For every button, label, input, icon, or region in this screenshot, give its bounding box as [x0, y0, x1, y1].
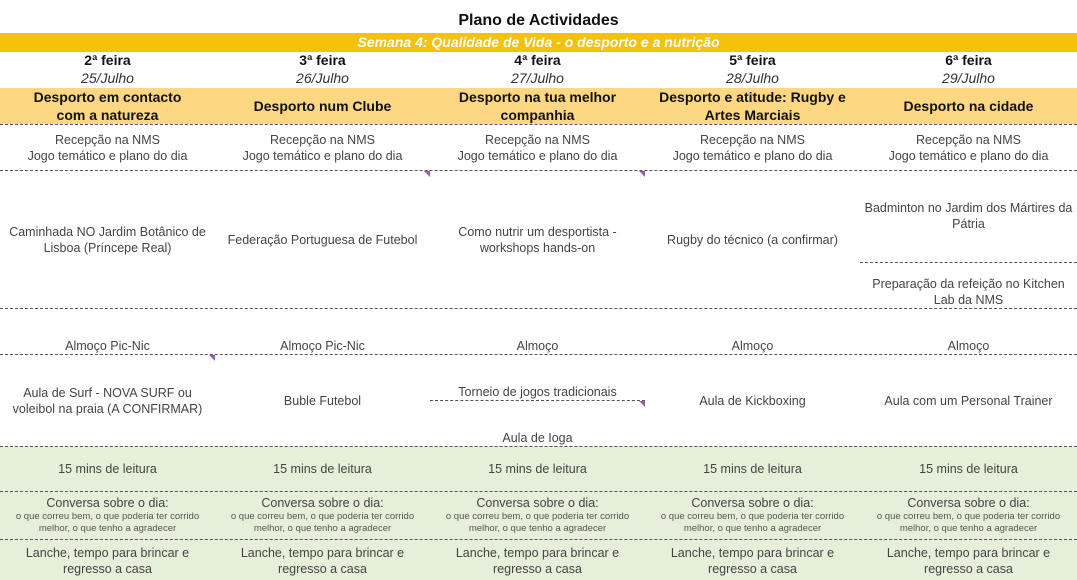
- comment-marker-icon[interactable]: [209, 355, 215, 361]
- reception-cell: [430, 126, 645, 170]
- reading-cell: 15 mins de leitura: [273, 462, 372, 476]
- row-divider: [0, 354, 1077, 355]
- talk-title: Conversa sobre o dia:: [691, 496, 814, 510]
- reception-cell: [215, 126, 430, 170]
- comment-marker-icon[interactable]: [639, 401, 645, 407]
- talk-subtitle: o que correu bem, o que poderia ter corrido melhor, o que tenho a agradecer: [230, 511, 415, 534]
- row-divider: [0, 446, 1077, 447]
- reception-line: Recepção na NMS: [270, 133, 375, 147]
- reception-line: Recepção na NMS: [700, 133, 805, 147]
- reception-cell: [645, 126, 860, 170]
- row-divider: [0, 124, 1077, 125]
- talk-title: Conversa sobre o dia:: [907, 496, 1030, 510]
- afternoon-activity: Aula com um Personal Trainer: [884, 394, 1053, 408]
- theme-game-line: Jogo temático e plano do dia: [888, 149, 1049, 163]
- day-theme: Desporto e atitude: Rugby e Artes Marciais: [659, 89, 846, 123]
- talk-subtitle: o que correu bem, o que poderia ter corrido melhor, o que tenho a agradecer: [876, 511, 1061, 534]
- talk-title: Conversa sobre o dia:: [46, 496, 169, 510]
- day-column-monday: [0, 0, 215, 580]
- theme-game-line: Jogo temático e plano do dia: [27, 149, 188, 163]
- row-divider: [0, 539, 1077, 540]
- talk-cell: [645, 494, 860, 536]
- reading-cell: 15 mins de leitura: [488, 462, 587, 476]
- reading-cell: 15 mins de leitura: [58, 462, 157, 476]
- day-name: 3ª feira: [299, 52, 346, 68]
- reception-cell: [860, 126, 1077, 170]
- day-date: 25/Julho: [81, 70, 134, 86]
- morning-activity: Rugby do técnico (a confirmar): [667, 233, 838, 247]
- afternoon-activity: Aula de Surf - NOVA SURF ou voleibol na praia (A CONFIRMAR): [12, 386, 203, 416]
- talk-cell: [430, 494, 645, 536]
- talk-cell: [860, 494, 1077, 536]
- reading-cell: 15 mins de leitura: [919, 462, 1018, 476]
- talk-title: Conversa sobre o dia:: [476, 496, 599, 510]
- week-banner: Semana 4: Qualidade de Vida - o desporto e a nutrição: [0, 33, 1077, 52]
- reception-cell: [0, 126, 215, 170]
- day-column-friday: [860, 0, 1077, 580]
- talk-title: Conversa sobre o dia:: [261, 496, 384, 510]
- day-date: 26/Julho: [296, 70, 349, 86]
- reception-line: Recepção na NMS: [916, 133, 1021, 147]
- afternoon-activity: Torneio de jogos tradicionais: [458, 385, 617, 399]
- lunch-cell: Almoço: [947, 339, 990, 353]
- row-divider: [0, 308, 1077, 309]
- day-name: 2ª feira: [84, 52, 131, 68]
- lunch-cell: Almoço Pic-Nic: [65, 339, 150, 353]
- talk-subtitle: o que correu bem, o que poderia ter corrido melhor, o que tenho a agradecer: [445, 511, 630, 534]
- reading-cell: 15 mins de leitura: [703, 462, 802, 476]
- theme-game-line: Jogo temático e plano do dia: [457, 149, 618, 163]
- reception-line: Recepção na NMS: [485, 133, 590, 147]
- talk-subtitle: o que correu bem, o que poderia ter corrido melhor, o que tenho a agradecer: [660, 511, 845, 534]
- page-title: Plano de Actividades: [458, 12, 619, 29]
- lunch-cell: Almoço: [516, 339, 559, 353]
- day-theme: Desporto em contacto com a natureza: [33, 89, 182, 123]
- snack-cell: Lanche, tempo para brincar e regresso a casa: [25, 546, 190, 576]
- morning-activity: Badminton no Jardim dos Mártires da Pátria: [864, 201, 1073, 231]
- day-theme: Desporto na cidade: [903, 98, 1034, 114]
- day-name: 5ª feira: [729, 52, 776, 68]
- talk-subtitle: o que correu bem, o que poderia ter corrido melhor, o que tenho a agradecer: [15, 511, 200, 534]
- snack-cell: Lanche, tempo para brincar e regresso a casa: [670, 546, 835, 576]
- row-divider: [860, 262, 1077, 263]
- row-divider: [0, 170, 1077, 171]
- row-divider: [430, 400, 645, 401]
- day-column-wednesday: [430, 0, 645, 580]
- day-column-tuesday: [215, 0, 430, 580]
- day-date: 27/Julho: [511, 70, 564, 86]
- day-column-thursday: [645, 0, 860, 580]
- morning-activity: Como nutrir um desportista - workshops hands-on: [458, 225, 617, 255]
- snack-cell: Lanche, tempo para brincar e regresso a casa: [455, 546, 620, 576]
- talk-cell: [215, 494, 430, 536]
- morning-activity-2: Preparação da refeição no Kitchen Lab da NMS: [872, 277, 1065, 307]
- day-theme: Desporto na tua melhor companhia: [458, 89, 617, 123]
- day-theme: Desporto num Clube: [253, 98, 392, 114]
- afternoon-activity: Buble Futebol: [283, 394, 362, 408]
- theme-game-line: Jogo temático e plano do dia: [242, 149, 403, 163]
- morning-activity: Federação Portuguesa de Futebol: [227, 233, 418, 247]
- afternoon-activity: Aula de Kickboxing: [699, 394, 806, 408]
- lunch-cell: Almoço Pic-Nic: [280, 339, 365, 353]
- talk-cell: [0, 494, 215, 536]
- comment-marker-icon[interactable]: [639, 171, 645, 177]
- morning-activity: Caminhada NO Jardim Botânico de Lisboa (Príncepe Real): [9, 225, 206, 255]
- theme-game-line: Jogo temático e plano do dia: [672, 149, 833, 163]
- reception-line: Recepção na NMS: [55, 133, 160, 147]
- afternoon-activity-2: Aula de Ioga: [502, 431, 573, 445]
- snack-cell: Lanche, tempo para brincar e regresso a casa: [240, 546, 405, 576]
- snack-cell: Lanche, tempo para brincar e regresso a casa: [886, 546, 1051, 576]
- day-name: 4ª feira: [514, 52, 561, 68]
- day-name: 6ª feira: [945, 52, 992, 68]
- day-date: 28/Julho: [726, 70, 779, 86]
- day-date: 29/Julho: [942, 70, 995, 86]
- lunch-cell: Almoço: [731, 339, 774, 353]
- row-divider: [0, 491, 1077, 492]
- comment-marker-icon[interactable]: [424, 171, 430, 177]
